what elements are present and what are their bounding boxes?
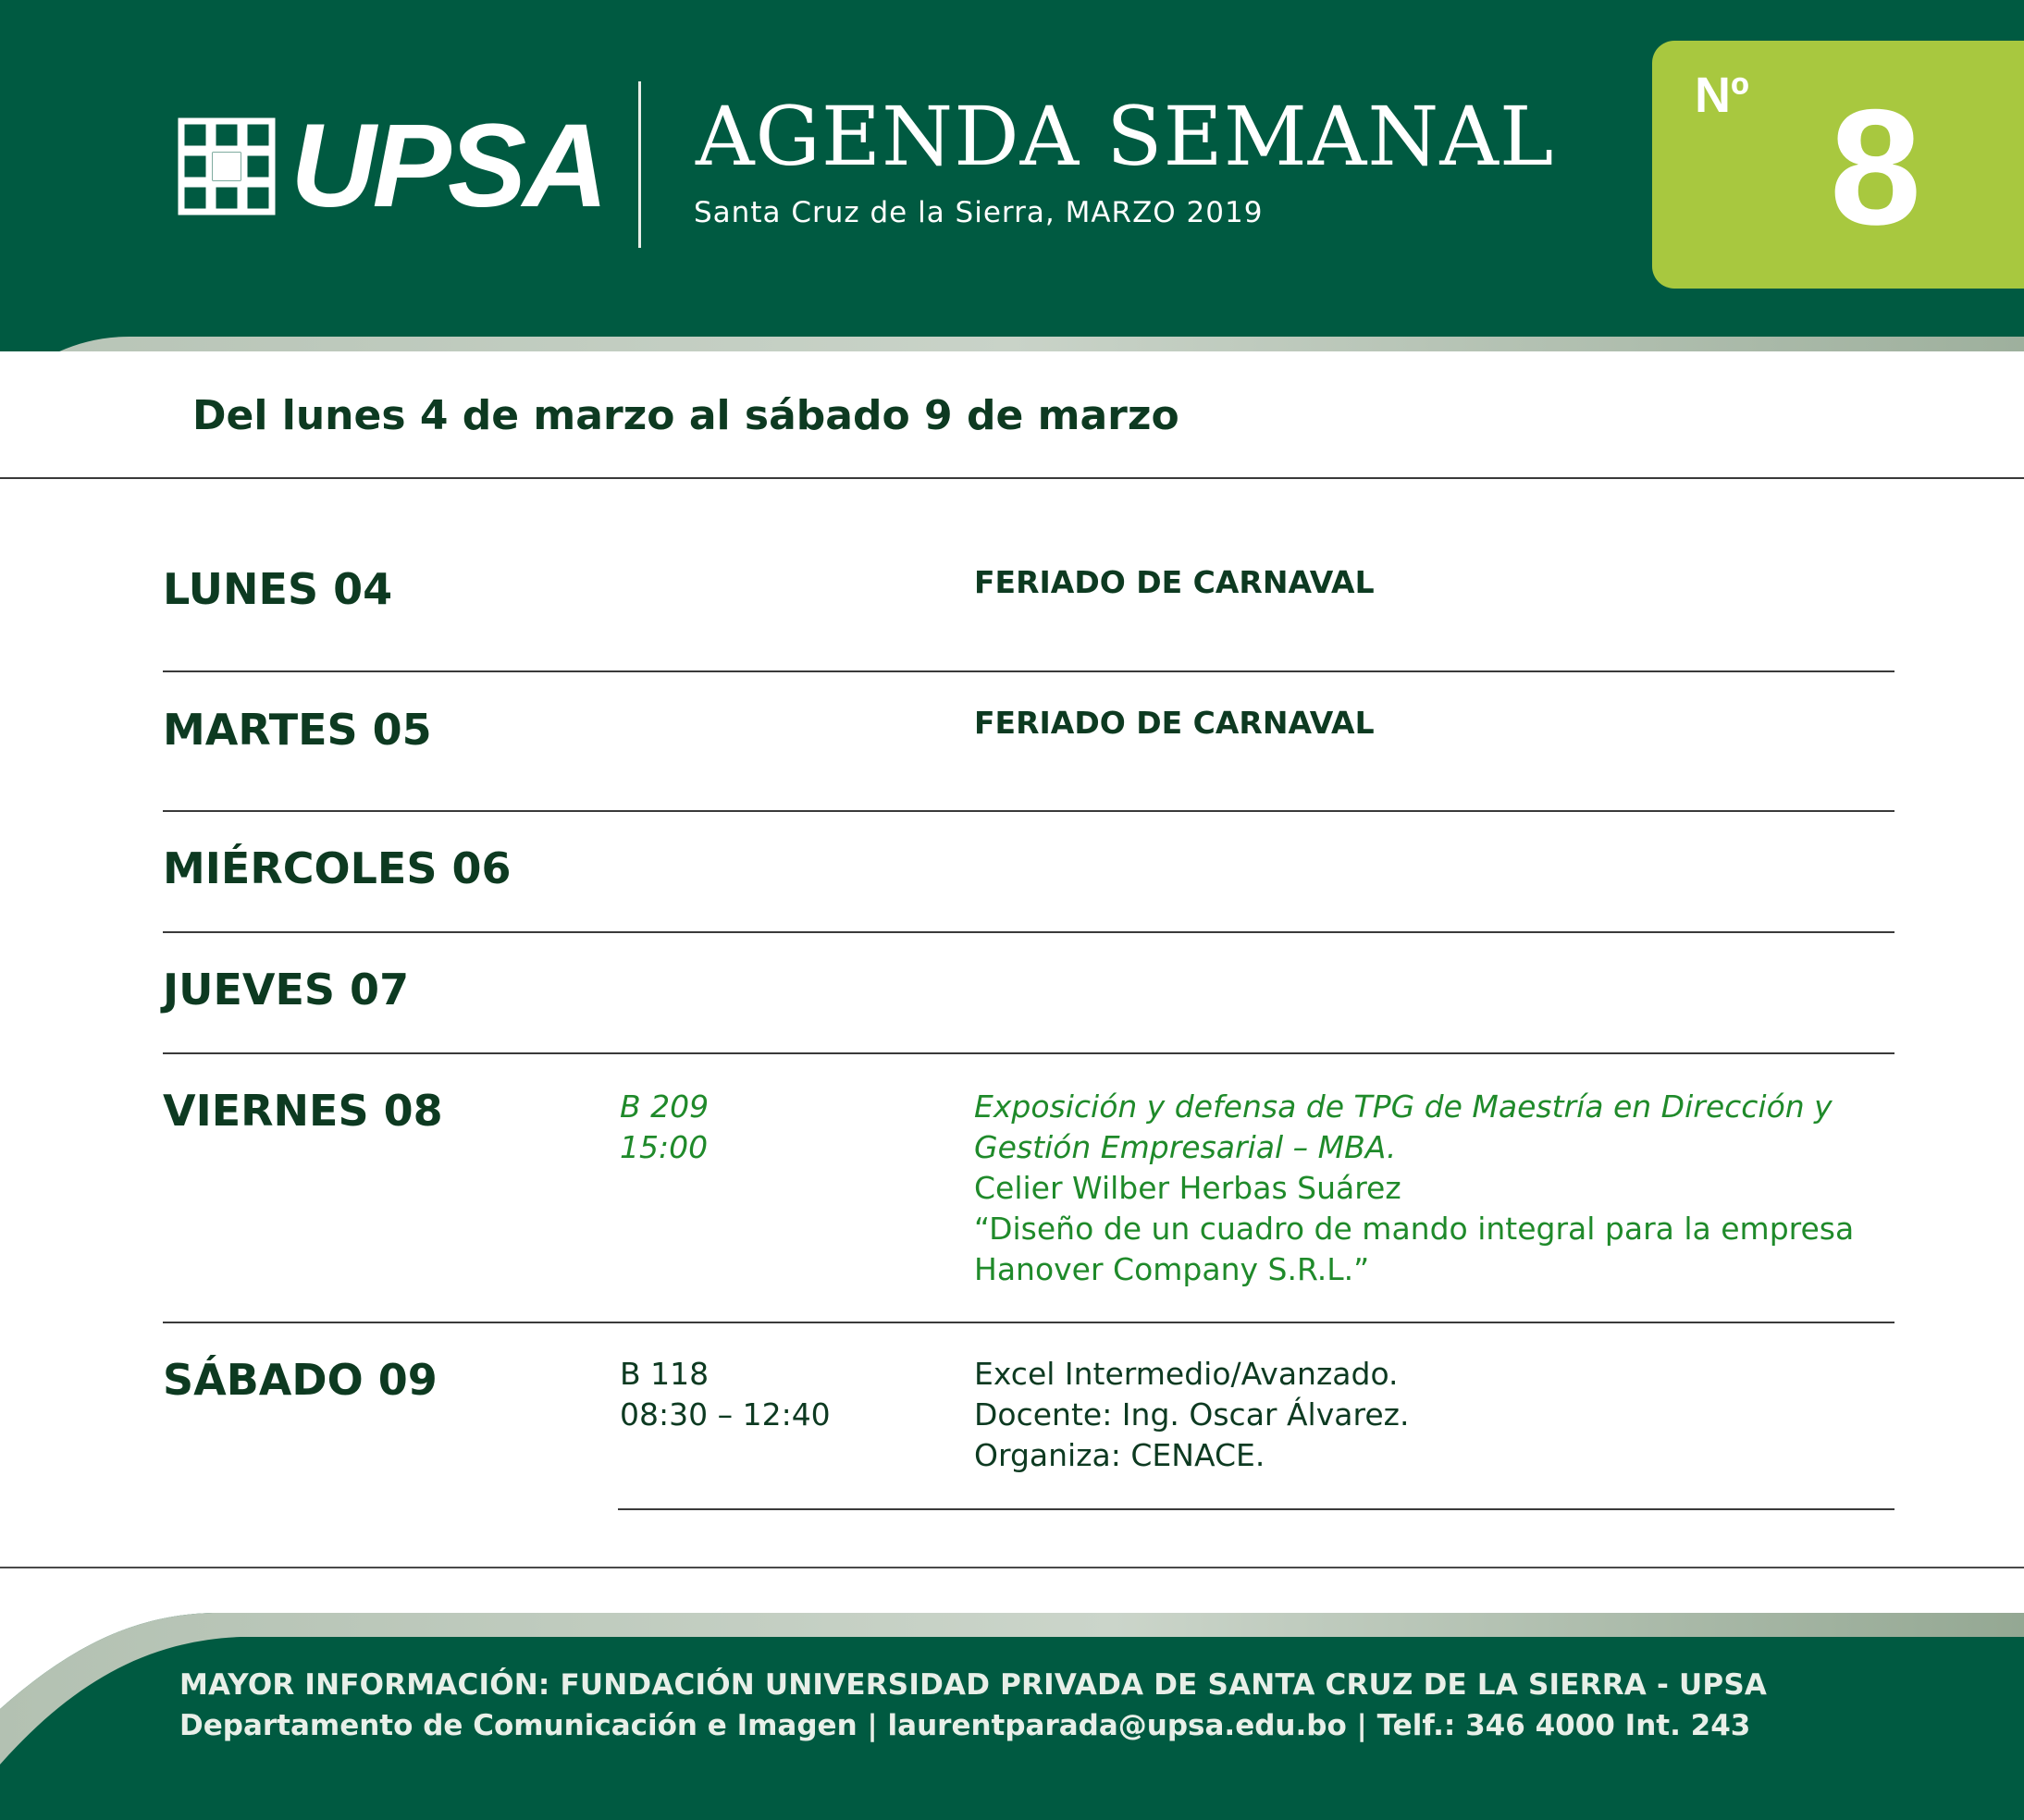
event-details <box>974 1087 1854 1290</box>
row-divider <box>163 810 1894 812</box>
page-subtitle: Santa Cruz de la Sierra, MARZO 2019 <box>694 196 1264 229</box>
footer-divider <box>0 1567 2024 1568</box>
day-label: VIERNES 08 <box>163 1086 443 1136</box>
row-divider <box>163 1052 1894 1054</box>
row-divider <box>163 1322 1894 1323</box>
issue-number-label: Nº <box>1695 68 1749 123</box>
date-range-divider <box>0 477 2024 479</box>
upsa-logo <box>176 100 605 232</box>
event-title-line: Exposición y defensa de TPG de Maestría en Dirección y <box>974 1088 1833 1125</box>
event-room: B 118 <box>620 1356 710 1392</box>
event-details <box>974 1354 1409 1476</box>
day-label: LUNES 04 <box>163 564 393 614</box>
page-title: AGENDA SEMANAL <box>696 89 1555 184</box>
event-title: FERIADO DE CARNAVAL <box>974 705 1375 741</box>
event-location <box>620 1354 831 1435</box>
date-range: Del lunes 4 de marzo al sábado 9 de marzo <box>192 392 1179 439</box>
footer-contact-line: Departamento de Comunicación e Imagen | laurentparada@upsa.edu.bo | Telf.: 346 4000 Int. 243 <box>179 1709 1751 1742</box>
event-thesis-line: “Diseño de un cuadro de mando integral para la empresa <box>974 1211 1855 1247</box>
upsa-emblem-icon <box>176 116 278 217</box>
event-title-line: Excel Intermedio/Avanzado. <box>974 1356 1399 1392</box>
day-label: JUEVES 07 <box>163 965 410 1015</box>
event-title: FERIADO DE CARNAVAL <box>974 564 1375 600</box>
event-time: 08:30 – 12:40 <box>620 1396 831 1433</box>
day-label: SÁBADO 09 <box>163 1355 438 1405</box>
event-title-line: Gestión Empresarial – MBA. <box>974 1129 1397 1165</box>
footer-banner <box>0 1570 2024 1820</box>
title-divider <box>638 81 641 248</box>
header-banner <box>0 0 2024 351</box>
issue-number-value: 8 <box>1830 75 1921 259</box>
event-room: B 209 <box>620 1088 710 1125</box>
event-presenter: Celier Wilber Herbas Suárez <box>974 1170 1401 1206</box>
event-location <box>620 1087 709 1168</box>
event-thesis-line: Hanover Company S.R.L.” <box>974 1251 1370 1287</box>
event-instructor: Docente: Ing. Oscar Álvarez. <box>974 1396 1410 1433</box>
event-organizer: Organiza: CENACE. <box>974 1437 1265 1473</box>
row-divider <box>163 931 1894 933</box>
row-divider <box>163 670 1894 672</box>
day-label: MIÉRCOLES 06 <box>163 843 512 893</box>
day-label: MARTES 05 <box>163 705 432 755</box>
event-time: 15:00 <box>620 1129 709 1165</box>
logo-wordmark: UPSA <box>290 100 605 232</box>
row-divider <box>618 1508 1894 1510</box>
footer-info-line: MAYOR INFORMACIÓN: FUNDACIÓN UNIVERSIDAD PRIVADA DE SANTA CRUZ DE LA SIERRA - UPSA <box>179 1668 1768 1702</box>
